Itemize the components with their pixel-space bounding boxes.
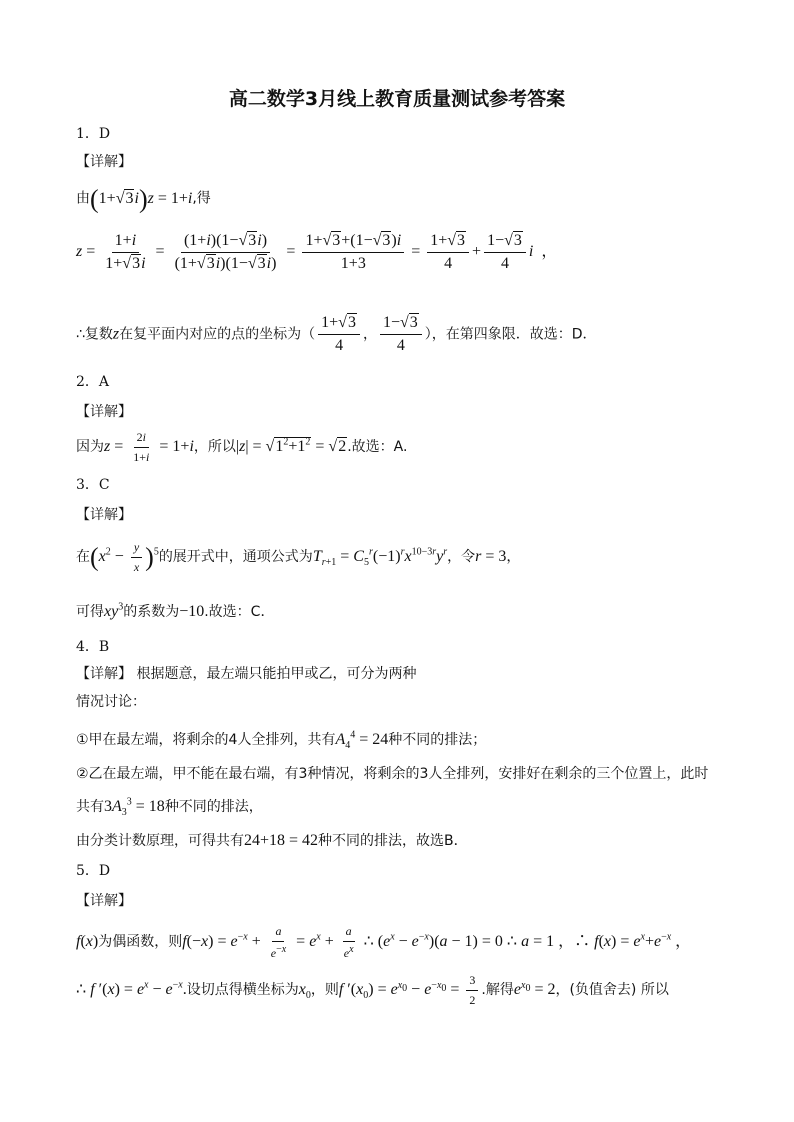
- q4-line5: 共有$3A_3^3 = 18$种不同的排法，: [76, 796, 263, 819]
- q1-eq1: (1+√3i)z = 1+i: [90, 184, 193, 213]
- q3-line1-mid: 的展开式中，通项公式为: [158, 549, 313, 566]
- q3-number: 3．C: [76, 477, 110, 493]
- q1-line1-suffix: ,得: [192, 190, 211, 207]
- q3-line1-suffix: ，: [506, 549, 521, 566]
- q4-number: 4．B: [76, 639, 110, 655]
- q5-line2: ∴ f $'(x) = e^x - e^{-x}$.设切点得横坐标为$x_0$，则f $'(x_0) = e^{x_0} - e^{-x_0}$ = $\frac{3}{2}$ .解得$e^{x_0} = 2$，(负值舍去) 所以: [76, 973, 669, 1007]
- q3-line2-prefix: 可得: [76, 604, 104, 620]
- page-title: 高二数学3月线上教育质量测试参考答案: [228, 88, 566, 110]
- q4-line5-suffix: 种不同的排法，: [164, 799, 263, 815]
- q5-line1-mid: 为偶函数，则: [98, 934, 183, 951]
- q4-line6: 由分类计数原理，可得共有24+18 = 42种不同的排法，故选B．: [76, 832, 468, 849]
- q4-line1-text: 根据题意，最左端只能拍甲或乙，可分为两种: [136, 666, 417, 682]
- q2-text-suffix: .故选：A.: [347, 439, 408, 456]
- q1-number: 1．D: [76, 126, 111, 142]
- q2-detail-label: 【详解】: [76, 404, 132, 420]
- q4-line4: ②乙在最左端，甲不能在最右端，有3种情况，将剩余的3人全排列，安排好在剩余的三个位置上，此时: [76, 766, 709, 782]
- q3-line1-mid2: ，令: [447, 549, 476, 566]
- q1-line3: ∴复数z在复平面内对应的点的坐标为（ $\frac{1+√3}{4}$ ， $\frac{1-√3}{4}$ ），在第四象限．故选：D．: [76, 314, 597, 354]
- q4-line3-prefix: ①甲在最左端，将剩余的4人全排列，共有: [76, 732, 336, 748]
- q5-line2-mid: 设切点得横坐标为: [186, 982, 299, 999]
- q4-detail-label: 【详解】: [76, 666, 132, 682]
- q3-line1: 在($x^2$ − $\frac{y}{x}$ )$^5$的展开式中，通项公式为$T_{r+1} = C_5^r(-1)^rx^{10-3r}y^r$，令r = 3，: [76, 540, 521, 574]
- q1-line1-prefix: 由: [76, 190, 90, 207]
- q5-line2-mid3: .解得: [481, 982, 514, 999]
- q1-line3-suffix: ），在第四象限．故选：D．: [424, 326, 597, 343]
- q1-line2-formula: z = $\frac{1+i}{1+√3i}$ = $\frac{(1+i)(1-√3i)}{(1+√3i)(1-√3i)}$ = $\frac{1+√3+(1-√3)i}{1+3}$ = $\frac{1+√3}{4}$ + $\frac{1-√3}{4}$ i ，: [76, 232, 558, 272]
- q5-line2-suffix: ，(负值舍去) 所以: [555, 982, 669, 999]
- q2-text-prefix: 因为: [76, 439, 104, 456]
- q5-line2-mid2: ，则: [310, 982, 339, 999]
- q1-detail-label: 【详解】: [76, 154, 132, 170]
- q1-line3-prefix: ∴复数: [76, 326, 113, 343]
- q2-text-mid: ，所以: [193, 439, 236, 456]
- q3-line2-suffix: 的系数为: [123, 604, 180, 620]
- q4-line5-prefix: 共有: [76, 799, 104, 815]
- q2-line1: 因为z = $\frac{2i}{1+i}$ = 1+i，所以$|z| = √1^2+1^2 = √2$.故选：A.: [76, 430, 408, 464]
- q1-line3-sep: ，: [362, 326, 377, 343]
- q3-line2-value: −10: [179, 603, 205, 620]
- q3-line2-end: .故选：C．: [204, 604, 275, 620]
- q4-line1: [76, 663, 416, 683]
- q4-line3: ①甲在最左端，将剩余的4人全排列，共有$A_4^4 = 24$种不同的排法；: [76, 729, 487, 752]
- q5-line1: f(x)为偶函数，则$f(-x) = e^{-x}$ + $\frac{a}{e^{-x}}$ = $e^x$ + $\frac{a}{e^x}$ ∴ $(e^x - e^{-x})(a - 1) = 0$ ∴ a = 1 ，∴ $f(x) = e^x+e^{-x}$ ，: [76, 924, 692, 960]
- q4-line2: 情况讨论：: [76, 694, 146, 710]
- q3-line1-prefix: 在: [76, 549, 90, 566]
- q3-detail-label: 【详解】: [76, 507, 132, 523]
- q4-line6-suffix: 种不同的排法，故选B．: [318, 833, 468, 849]
- q5-detail-label: 【详解】: [76, 893, 132, 909]
- q4-line3-suffix: 种不同的排法；: [388, 732, 487, 748]
- q3-line2: 可得$xy^3$的系数为−10.故选：C．: [76, 601, 275, 620]
- q5-number: 5．D: [76, 863, 111, 879]
- q1-line3-mid: 在复平面内对应的点的坐标为（: [119, 326, 316, 343]
- q4-line6-prefix: 由分类计数原理，可得共有: [76, 833, 244, 849]
- q2-number: 2．A: [76, 374, 110, 390]
- q1-line1: [76, 184, 211, 214]
